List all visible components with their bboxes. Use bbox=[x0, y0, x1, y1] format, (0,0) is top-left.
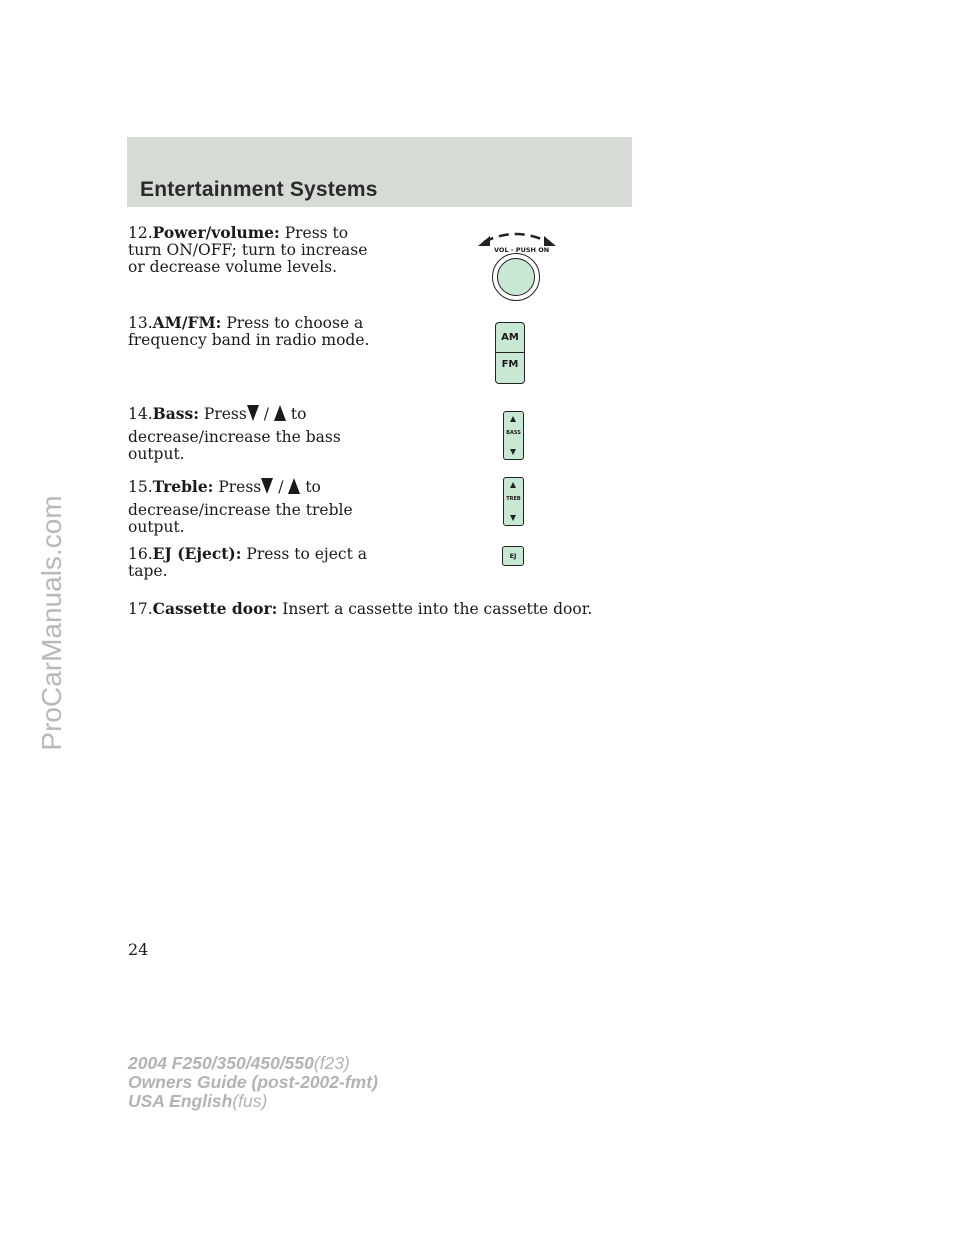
item-separator: / bbox=[263, 405, 270, 423]
item-label: Cassette door: bbox=[152, 599, 278, 618]
up-arrow-icon bbox=[510, 482, 516, 488]
footer-model: 2004 F250/350/450/550 bbox=[128, 1053, 314, 1073]
item-text-post: to bbox=[290, 405, 307, 423]
item-label: Power/volume: bbox=[152, 223, 280, 242]
item-am-fm bbox=[128, 314, 373, 349]
item-text-line2: decrease/increase the bass output. bbox=[128, 428, 341, 463]
bass-rocker-illustration bbox=[503, 411, 524, 460]
item-text-post: to bbox=[305, 478, 321, 496]
down-arrow-icon bbox=[261, 478, 273, 494]
item-number: 13. bbox=[128, 314, 153, 332]
item-treble bbox=[128, 478, 373, 536]
item-number: 15. bbox=[128, 478, 153, 496]
item-label: Treble: bbox=[152, 477, 214, 496]
footer-guide: Owners Guide (post-2002-fmt) bbox=[128, 1072, 378, 1092]
item-label: Bass: bbox=[152, 404, 199, 423]
item-bass bbox=[128, 405, 373, 463]
volume-label: VOL - PUSH ON bbox=[494, 246, 550, 254]
item-text-pre: Press bbox=[218, 478, 262, 496]
item-text-pre: Press bbox=[203, 405, 247, 423]
up-arrow-icon bbox=[510, 416, 516, 422]
down-arrow-icon bbox=[247, 405, 259, 421]
item-cassette-door bbox=[128, 600, 608, 618]
item-text-line2: decrease/increase the treble output. bbox=[128, 501, 353, 536]
item-eject bbox=[128, 545, 373, 580]
section-title: Entertainment Systems bbox=[140, 178, 378, 201]
item-text: Press to turn ON/OFF; turn to increase or decrease volume levels. bbox=[128, 224, 368, 276]
item-number: 12. bbox=[128, 224, 153, 242]
item-label: EJ (Eject): bbox=[152, 544, 242, 563]
item-text: Insert a cassette into the cassette door. bbox=[282, 600, 593, 618]
up-arrow-icon bbox=[288, 478, 300, 494]
footer-language: USA English bbox=[128, 1091, 233, 1111]
item-number: 14. bbox=[128, 405, 153, 423]
item-number: 17. bbox=[128, 600, 153, 618]
bass-label: BASS bbox=[506, 430, 521, 436]
footer-model-code: (f23) bbox=[313, 1053, 350, 1073]
volume-knob bbox=[497, 258, 535, 296]
up-arrow-icon bbox=[274, 405, 286, 421]
item-label: AM/FM: bbox=[152, 313, 222, 332]
down-arrow-icon bbox=[510, 515, 516, 521]
item-number: 16. bbox=[128, 545, 153, 563]
page-number: 24 bbox=[128, 940, 149, 959]
am-label: AM bbox=[501, 332, 519, 343]
watermark: ProCarManuals.com bbox=[36, 495, 67, 751]
am-fm-button-illustration bbox=[495, 322, 525, 384]
item-text: Press to choose a frequency band in radio mode. bbox=[128, 314, 370, 349]
volume-knob-illustration bbox=[476, 228, 560, 300]
button-divider bbox=[496, 352, 524, 353]
footer-language-code: (fus) bbox=[232, 1091, 268, 1111]
treble-rocker-illustration bbox=[503, 477, 524, 526]
eject-button-illustration: EJ bbox=[502, 546, 524, 566]
document-footer bbox=[128, 1054, 378, 1111]
item-text: Press to eject a tape. bbox=[128, 545, 367, 580]
fm-label: FM bbox=[501, 359, 519, 370]
down-arrow-icon bbox=[510, 449, 516, 455]
item-separator: / bbox=[278, 478, 284, 496]
item-power-volume bbox=[128, 224, 373, 276]
treb-label: TREB bbox=[506, 496, 521, 502]
